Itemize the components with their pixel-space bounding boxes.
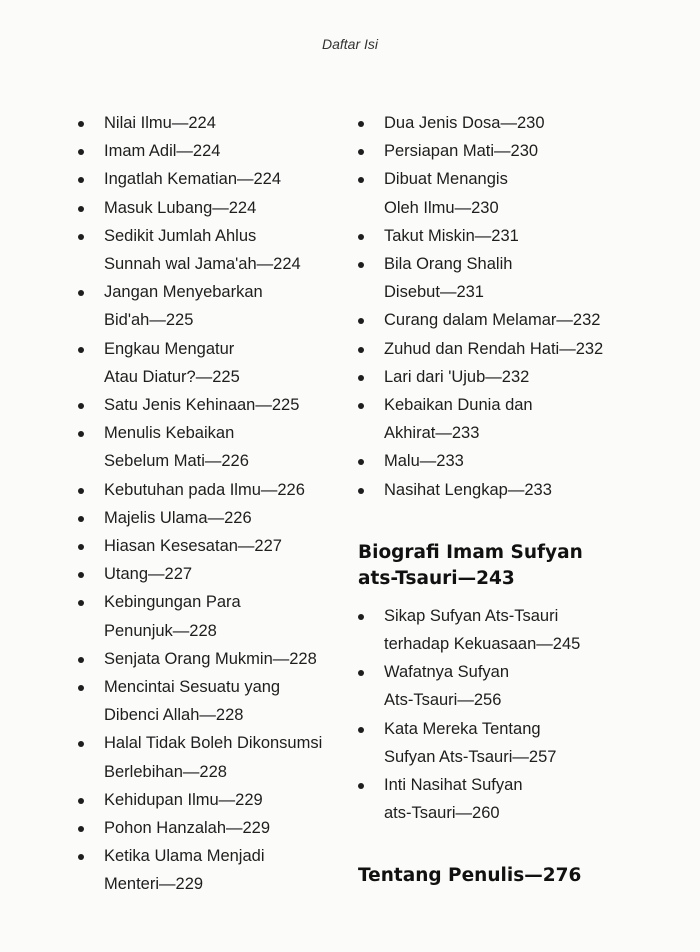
toc-entry-text: Wafatnya Sufyan xyxy=(384,663,510,682)
toc-entry[interactable] xyxy=(350,137,650,165)
bullet-icon xyxy=(78,121,84,127)
toc-entry[interactable] xyxy=(70,476,360,504)
toc-entry-text: Menulis Kebaikan xyxy=(104,424,235,443)
bullet-icon xyxy=(78,488,84,494)
toc-entry-text: Berlebihan—228 xyxy=(104,762,227,781)
toc-entry-text: ats-Tsauri—260 xyxy=(384,804,500,823)
bullet-icon xyxy=(78,431,84,437)
toc-entry-text: Imam Adil—224 xyxy=(104,142,221,161)
toc-entry-text: Satu Jenis Kehinaan—225 xyxy=(104,396,300,415)
toc-entry[interactable] xyxy=(350,658,650,714)
bullet-icon xyxy=(358,347,364,353)
toc-entry-text: Bila Orang Shalih xyxy=(384,255,513,274)
toc-entry[interactable] xyxy=(350,715,650,771)
bullet-icon xyxy=(78,290,84,296)
toc-entry-text: Engkau Mengatur xyxy=(104,339,235,358)
bullet-icon xyxy=(358,375,364,381)
bullet-icon xyxy=(358,121,364,127)
toc-entry[interactable] xyxy=(70,194,360,222)
toc-entry[interactable] xyxy=(350,391,650,447)
bullet-icon xyxy=(358,670,364,676)
toc-entry[interactable] xyxy=(70,137,360,165)
toc-entry[interactable] xyxy=(70,335,360,391)
toc-entry-text: Menteri—229 xyxy=(104,875,204,894)
toc-entry-text: Ingatlah Kematian—224 xyxy=(104,170,282,189)
toc-entry-text: Akhirat—233 xyxy=(384,424,480,443)
toc-entry[interactable] xyxy=(70,504,360,532)
toc-entry-text: Kebutuhan pada Ilmu—226 xyxy=(104,480,305,499)
toc-entry-text: Ketika Ulama Menjadi xyxy=(104,847,265,866)
toc-entry[interactable] xyxy=(70,532,360,560)
bullet-icon xyxy=(78,685,84,691)
toc-entry-text: Inti Nasihat Sufyan xyxy=(384,776,523,795)
toc-entry[interactable] xyxy=(70,165,360,193)
author-section-title[interactable]: Tentang Penulis—276 xyxy=(358,865,582,887)
toc-entry[interactable] xyxy=(350,335,650,363)
toc-entry[interactable] xyxy=(70,588,360,644)
toc-entry-text: Oleh Ilmu—230 xyxy=(384,198,499,217)
toc-entry-text: Kata Mereka Tentang xyxy=(384,719,541,738)
bullet-icon xyxy=(78,234,84,240)
bullet-icon xyxy=(78,854,84,860)
toc-entry[interactable] xyxy=(70,645,360,673)
biography-title-line2: ats-Tsauri—243 xyxy=(358,567,515,589)
toc-entry-text: Hiasan Kesesatan—227 xyxy=(104,537,282,556)
bullet-icon xyxy=(358,318,364,324)
toc-entry[interactable] xyxy=(70,419,360,475)
toc-right-column xyxy=(350,109,650,889)
bullet-icon xyxy=(78,657,84,663)
toc-entry-text: Dibuat Menangis xyxy=(384,170,508,189)
toc-entry-text: Kehidupan Ilmu—229 xyxy=(104,790,263,809)
toc-entry-text: Lari dari 'Ujub—232 xyxy=(384,367,530,386)
toc-entry-text: Dibenci Allah—228 xyxy=(104,706,244,725)
toc-list-left xyxy=(70,109,360,899)
toc-entry[interactable] xyxy=(70,222,360,278)
toc-left-column xyxy=(70,109,360,899)
toc-entry-text: Atau Diatur?—225 xyxy=(104,367,240,386)
bullet-icon xyxy=(358,783,364,789)
toc-entry-text: Nasihat Lengkap—233 xyxy=(384,480,552,499)
toc-entry[interactable] xyxy=(70,391,360,419)
toc-entry-text: Majelis Ulama—226 xyxy=(104,508,252,527)
toc-entry-text: Dua Jenis Dosa—230 xyxy=(384,114,545,132)
bullet-icon xyxy=(358,488,364,494)
toc-entry[interactable] xyxy=(70,814,360,842)
bullet-icon xyxy=(78,741,84,747)
toc-entry[interactable] xyxy=(70,560,360,588)
toc-entry-text: Disebut—231 xyxy=(384,283,484,302)
bullet-icon xyxy=(78,544,84,550)
toc-entry-text: Jangan Menyebarkan xyxy=(104,283,263,302)
bullet-icon xyxy=(78,403,84,409)
bullet-icon xyxy=(78,572,84,578)
toc-entry[interactable] xyxy=(350,306,650,334)
toc-entry-text: Takut Miskin—231 xyxy=(384,226,519,245)
biography-title-line1: Biografi Imam Sufyan xyxy=(358,541,583,563)
toc-entry[interactable] xyxy=(350,363,650,391)
toc-entry-text: Bid'ah—225 xyxy=(104,311,194,330)
toc-entry-text: Sebelum Mati—226 xyxy=(104,452,249,471)
toc-list-right xyxy=(350,109,650,504)
toc-entry-text: terhadap Kekuasaan—245 xyxy=(384,635,581,654)
bullet-icon xyxy=(78,516,84,522)
toc-entry-text: Senjata Orang Mukmin—228 xyxy=(104,649,317,668)
toc-entry-text: Masuk Lubang—224 xyxy=(104,198,257,217)
bullet-icon xyxy=(78,798,84,804)
toc-entry-text: Curang dalam Melamar—232 xyxy=(384,311,601,330)
toc-entry[interactable] xyxy=(70,729,360,785)
toc-list-biography xyxy=(350,602,650,828)
toc-entry[interactable] xyxy=(350,250,650,306)
toc-entry[interactable] xyxy=(70,278,360,334)
toc-entry[interactable] xyxy=(70,109,360,137)
toc-entry-text: Sufyan Ats-Tsauri—257 xyxy=(384,747,557,766)
toc-entry-text: Kebingungan Para xyxy=(104,593,241,612)
toc-entry-text: Utang—227 xyxy=(104,565,193,584)
bullet-icon xyxy=(358,149,364,155)
toc-entry[interactable] xyxy=(350,109,650,137)
toc-entry[interactable] xyxy=(350,222,650,250)
bullet-icon xyxy=(78,600,84,606)
toc-entry-text: Penunjuk—228 xyxy=(104,621,217,640)
toc-entry[interactable] xyxy=(70,842,360,898)
toc-entry-text: Mencintai Sesuatu yang xyxy=(104,678,281,697)
bullet-icon xyxy=(78,347,84,353)
toc-entry-text: Kebaikan Dunia dan xyxy=(384,396,533,415)
page-header: Daftar Isi xyxy=(321,36,378,52)
toc-entry-text: Halal Tidak Boleh Dikonsumsi xyxy=(104,734,323,753)
toc-entry[interactable] xyxy=(70,786,360,814)
toc-entry-text: Sikap Sufyan Ats-Tsauri xyxy=(384,606,559,625)
toc-entry[interactable] xyxy=(70,673,360,729)
toc-entry-text: Pohon Hanzalah—229 xyxy=(104,819,271,838)
bullet-icon xyxy=(78,149,84,155)
toc-entry[interactable] xyxy=(350,771,650,827)
toc-entry[interactable] xyxy=(350,476,650,504)
toc-entry-text: Ats-Tsauri—256 xyxy=(384,691,502,710)
toc-entry-text: Sunnah wal Jama'ah—224 xyxy=(104,255,301,274)
bullet-icon xyxy=(358,727,364,733)
toc-entry[interactable] xyxy=(350,447,650,475)
toc-entry[interactable] xyxy=(350,165,650,221)
bullet-icon xyxy=(358,234,364,240)
toc-entry-text: Persiapan Mati—230 xyxy=(384,142,539,161)
bullet-icon xyxy=(78,826,84,832)
bullet-icon xyxy=(358,614,364,620)
biography-section-title[interactable] xyxy=(358,540,650,592)
toc-entry-text: Malu—233 xyxy=(384,452,464,471)
toc-entry[interactable] xyxy=(350,602,650,658)
bullet-icon xyxy=(358,262,364,268)
toc-entry-text: Nilai Ilmu—224 xyxy=(104,114,216,132)
bullet-icon xyxy=(358,403,364,409)
bullet-icon xyxy=(78,206,84,212)
bullet-icon xyxy=(358,459,364,465)
toc-entry-text: Sedikit Jumlah Ahlus xyxy=(104,226,257,245)
toc-entry-text: Zuhud dan Rendah Hati—232 xyxy=(384,339,604,358)
bullet-icon xyxy=(78,177,84,183)
bullet-icon xyxy=(358,177,364,183)
